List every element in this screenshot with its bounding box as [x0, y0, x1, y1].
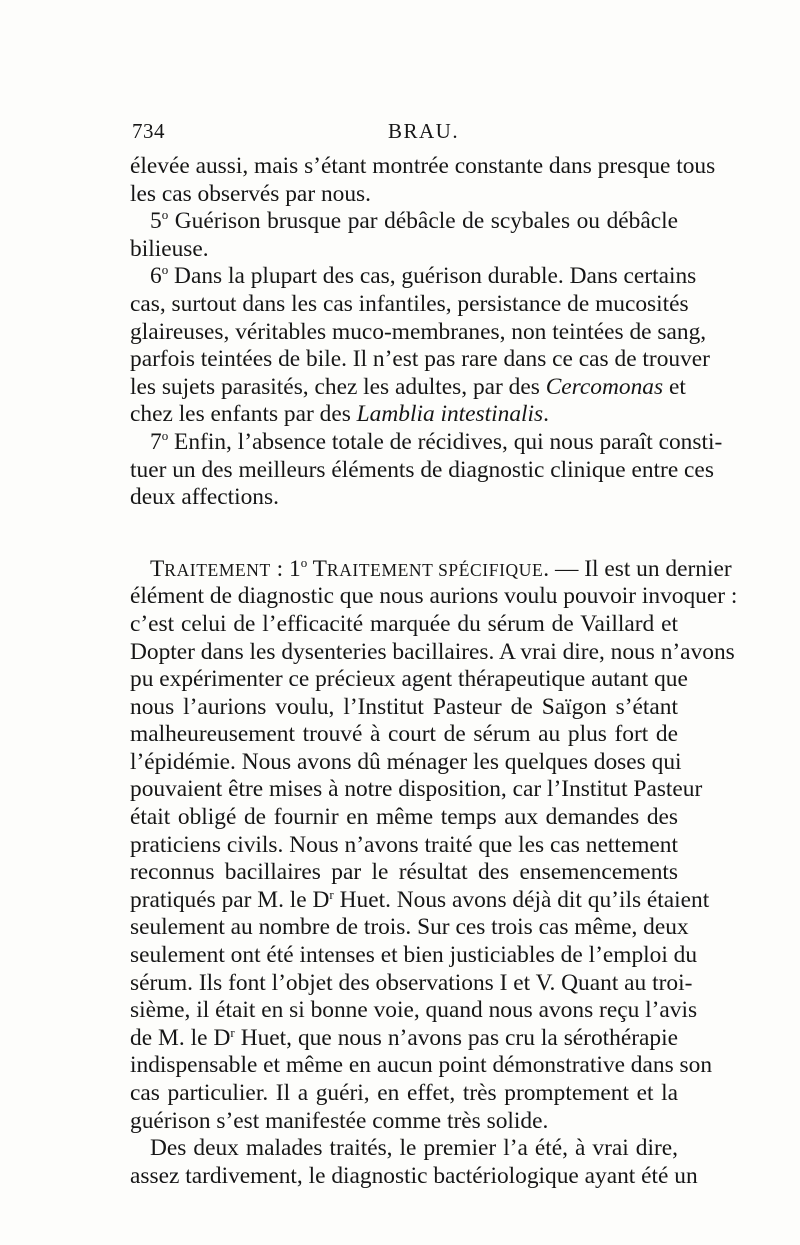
italic-text: Cercomonas: [545, 373, 664, 400]
text-line: [130, 401, 678, 429]
superscript: o: [300, 554, 308, 570]
text-line: [130, 886, 710, 915]
text-run: bilieuse.: [130, 235, 209, 262]
text-run: assez tardivement, le diagnostic bactériologique ayant été un: [130, 1162, 698, 1189]
text-line: [130, 373, 686, 402]
text-line: [130, 318, 707, 347]
text-line: [130, 804, 678, 832]
small-caps-text: T: [150, 555, 165, 582]
text-run: reconnus bacillaires par le résultat des ensemencements: [130, 859, 678, 886]
text-line: [130, 1108, 678, 1136]
text-run: élevée aussi, mais s’étant montrée constante dans presque tous: [130, 153, 716, 179]
text-run: Dans la plupart des cas, guérison durable. Dans certains: [168, 263, 697, 290]
text-line: [130, 427, 723, 457]
text-line: [130, 1162, 698, 1191]
text-run: sérum. Ils font l’objet des observations I et V. Quant au troi-: [130, 969, 693, 996]
text-line: [130, 914, 689, 942]
text-run: glaireuses, véritables muco-membranes, non teintées de sang,: [130, 318, 707, 345]
text-run: c’est celui de l’efficacité marquée du sérum de Vaillard et: [130, 610, 678, 637]
text-line: [130, 554, 732, 584]
page-number: 734: [132, 119, 165, 143]
text-run: sième, il était en si bonne voie, quand nous avons reçu l’avis: [130, 997, 698, 1024]
superscript: o: [161, 262, 169, 278]
text-run: de M. le D: [130, 1024, 231, 1051]
text-run: était obligé de fournir en même temps aux demandes des: [130, 804, 678, 831]
text-run: pu expérimenter ce précieux agent thérapeutique autant que: [130, 666, 688, 693]
text-run: Dopter dans les dysenteries bacillaires. A vrai dire, nous n’avons: [130, 638, 735, 665]
text-run: 7: [150, 428, 162, 455]
text-run: cas particulier. Il a guéri, en effet, très promptement et la: [130, 1080, 678, 1106]
text-run: élément de diagnostic que nous aurions voulu pouvoir invoquer :: [130, 583, 738, 610]
text-line: [130, 832, 678, 860]
small-caps-text: T: [312, 555, 327, 582]
text-line: [130, 484, 678, 512]
italic-text: Lamblia intestinalis: [356, 401, 544, 428]
text-line: [130, 583, 738, 611]
text-run: pratiqués par M. le D: [130, 886, 330, 913]
text-run: praticiens civils. Nous n’avons traité que les cas nettement: [130, 831, 678, 858]
text-run: l’épidémie. Nous avons dû ménager les quelques doses qui: [130, 748, 682, 775]
text-run: les sujets parasités, chez les adultes, par des: [130, 373, 546, 400]
text-run: Huet. Nous avons déjà dit qu’ils étaient: [333, 886, 710, 913]
small-caps-text: RAITEMENT: [164, 559, 271, 580]
text-run: et: [663, 373, 686, 400]
text-line: [130, 153, 716, 181]
text-line: [130, 1080, 678, 1108]
text-line: [130, 776, 703, 804]
text-run: pouvaient être mises à notre disposition, car l’Institut Pasteur: [130, 776, 703, 803]
text-line: [130, 638, 735, 667]
text-run: nous l’aurions voulu, l’Institut Pasteur de Saïgon s’étant: [130, 693, 678, 720]
text-run: 6: [150, 263, 162, 290]
text-run: parfois teintées de bile. Il n’est pas rare dans ce cas de trouver: [130, 346, 710, 373]
text-run: Des deux malades traités, le premier l’a été, à vrai dire,: [150, 1135, 678, 1162]
text-line: [130, 290, 689, 319]
text-line: [130, 969, 693, 998]
text-line: [130, 236, 678, 264]
text-run: : 1: [270, 555, 301, 582]
text-line: [130, 262, 697, 291]
text-line: [130, 721, 678, 749]
text-run: cas, surtout dans les cas infantiles, persistance de mucosités: [130, 290, 689, 317]
text-line: [130, 942, 698, 970]
text-line: [130, 208, 678, 236]
text-run: malheureusement trouvé à court de sérum au plus fort de: [130, 721, 678, 748]
text-run: . — Il est un dernier: [543, 555, 732, 582]
small-caps-text: RAITEMENT SPÉCIFIQUE: [326, 559, 544, 580]
text-line: [130, 997, 698, 1025]
text-line: [130, 1025, 678, 1053]
superscript: o: [161, 427, 169, 443]
text-run: deux affections.: [130, 484, 279, 511]
page-header: [130, 116, 678, 146]
text-line: [130, 1052, 713, 1080]
superscript: r: [230, 1024, 235, 1040]
text-line: [130, 666, 688, 694]
text-line: [130, 859, 678, 887]
text-run: Huet, que nous n’avons pas cru la sérothérapie: [234, 1024, 678, 1051]
text-run: .: [543, 401, 550, 428]
text-run: seulement au nombre de trois. Sur ces trois cas même, deux: [130, 914, 689, 941]
text-line: [130, 1135, 678, 1163]
text-run: tuer un des meilleurs éléments de diagnostic clinique entre ces: [130, 456, 714, 483]
running-head: BRAU.: [388, 119, 460, 143]
text-run: les cas observés par nous.: [130, 180, 371, 207]
text-line: [130, 694, 678, 722]
text-run: 5: [150, 208, 162, 235]
text-run: Guérison brusque par débâcle de scybales ou débâcle: [168, 208, 678, 235]
paragraph-gap: [130, 512, 678, 556]
text-run: chez les enfants par des: [130, 401, 357, 428]
body-text: [130, 153, 738, 1190]
text-line: [130, 181, 678, 209]
superscript: r: [329, 886, 334, 902]
text-run: seulement ont été intenses et bien justiciables de l’emploi du: [130, 942, 698, 969]
text-line: [130, 346, 710, 374]
text-line: [130, 611, 678, 639]
text-line: [130, 456, 714, 485]
text-line: [130, 748, 682, 777]
superscript: o: [161, 207, 169, 223]
text-run: Enfin, l’absence totale de récidives, qui nous paraît consti-: [168, 428, 723, 455]
text-run: indispensable et même en aucun point démonstrative dans son: [130, 1052, 713, 1079]
text-run: guérison s’est manifestée comme très solide.: [130, 1107, 549, 1134]
